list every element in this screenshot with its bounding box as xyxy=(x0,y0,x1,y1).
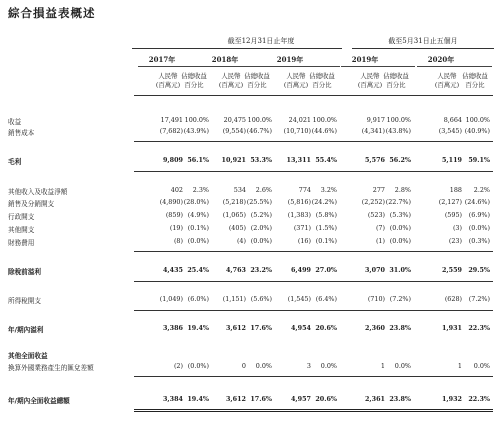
table-cell: 3,384 xyxy=(162,395,183,403)
table-cell: (0.0%) xyxy=(250,237,272,245)
table-cell: 402 xyxy=(170,186,183,194)
table-cell: (25.5%) xyxy=(246,198,272,206)
table-cell: 2.8% xyxy=(394,186,411,194)
subtotal-rule xyxy=(339,281,416,282)
pct-column-header xyxy=(238,72,276,90)
year-header: 2020年 xyxy=(427,55,455,64)
table-cell: (7.2%) xyxy=(389,295,411,303)
table-cell: 100.0% xyxy=(247,116,272,124)
table-cell: (2.0%) xyxy=(250,224,272,232)
table-cell: 20.6% xyxy=(315,395,337,403)
period-group-header: 截至12月31日止年度 xyxy=(227,37,295,45)
table-cell: (1,545) xyxy=(287,295,311,303)
table-cell: 3,070 xyxy=(364,266,385,274)
subtotal-rule xyxy=(339,251,416,252)
table-cell: 29.5% xyxy=(468,266,490,274)
table-cell: 23.8% xyxy=(389,395,411,403)
table-cell: 2.3% xyxy=(192,186,209,194)
table-cell: 56.2% xyxy=(389,156,411,164)
table-cell: (5.3%) xyxy=(389,211,411,219)
table-cell: (0.1%) xyxy=(315,237,337,245)
table-cell: 2.6% xyxy=(255,186,272,194)
table-cell: 59.1% xyxy=(468,156,490,164)
table-cell: 56.1% xyxy=(187,156,209,164)
table-cell: (1,151) xyxy=(222,295,246,303)
table-cell: 19.4% xyxy=(187,324,209,332)
group-underline xyxy=(132,48,342,49)
table-cell: 3,612 xyxy=(225,324,246,332)
column-header-line: (百萬元) xyxy=(283,81,309,89)
column-header-line: 百分比 xyxy=(465,81,485,89)
table-cell: 20,475 xyxy=(223,116,246,124)
table-cell: (0.0%) xyxy=(389,224,411,232)
table-cell: 23.2% xyxy=(250,266,272,274)
subtotal-rule xyxy=(339,141,416,142)
table-cell: 8,664 xyxy=(443,116,462,124)
table-cell: 55.4% xyxy=(315,156,337,164)
table-cell: 1 xyxy=(457,362,462,370)
year-header: 2019年 xyxy=(351,55,379,64)
table-cell: 100.0% xyxy=(465,116,490,124)
column-header-line: 佔總收益 xyxy=(309,72,335,80)
subtotal-rule xyxy=(339,310,416,311)
table-cell: (22.7%) xyxy=(385,198,411,206)
table-cell: 5,119 xyxy=(441,156,462,164)
table-cell: 19.4% xyxy=(187,395,209,403)
table-cell: (0.0%) xyxy=(187,362,209,370)
pct-column-header xyxy=(175,72,213,90)
table-cell: (1,065) xyxy=(222,211,246,219)
table-cell: (4) xyxy=(236,237,246,245)
table-cell: (46.7%) xyxy=(246,127,272,135)
row-label: 銷售及分銷開支 xyxy=(8,200,55,208)
table-cell: 10,921 xyxy=(221,156,246,164)
table-cell: 24,021 xyxy=(288,116,311,124)
table-cell: 4,954 xyxy=(290,324,311,332)
period-group-header: 截至5月31日止五個月 xyxy=(388,37,458,45)
year-underline xyxy=(266,66,340,67)
table-cell: (595) xyxy=(444,211,462,219)
table-cell: 17.6% xyxy=(250,395,272,403)
column-header-line: 佔總收益 xyxy=(181,72,207,80)
header-rule xyxy=(262,95,341,96)
total-double-rule xyxy=(413,409,493,412)
table-cell: 100.0% xyxy=(184,116,209,124)
table-cell: 4,957 xyxy=(290,395,311,403)
column-header-line: 人民幣 xyxy=(360,72,380,80)
subtotal-rule xyxy=(262,281,341,282)
table-cell: (405) xyxy=(228,224,246,232)
table-cell: (16) xyxy=(297,237,311,245)
column-header-line: 人民幣 xyxy=(286,72,306,80)
table-cell: (8) xyxy=(173,237,183,245)
table-cell: (43.8%) xyxy=(385,127,411,135)
table-cell: 22.3% xyxy=(468,324,490,332)
group-underline xyxy=(352,48,494,49)
table-cell: (43.9%) xyxy=(183,127,209,135)
table-cell: 1,931 xyxy=(441,324,462,332)
subtotal-rule xyxy=(413,376,493,377)
table-cell: (371) xyxy=(293,224,311,232)
row-label: 所得稅開支 xyxy=(8,297,41,305)
column-header-line: (百萬元) xyxy=(155,81,181,89)
table-cell: 3,386 xyxy=(162,324,183,332)
total-double-rule xyxy=(262,409,341,412)
table-cell: (3) xyxy=(452,224,462,232)
table-cell: (7.2%) xyxy=(468,295,490,303)
column-header-line: (百萬元) xyxy=(357,81,383,89)
column-header-line: 佔總收益 xyxy=(462,72,488,80)
year-header: 2018年 xyxy=(211,55,239,64)
row-label: 其他全面收益 xyxy=(8,352,48,360)
pct-column-header xyxy=(456,72,494,90)
table-cell: (24.2%) xyxy=(311,198,337,206)
table-cell: 3.2% xyxy=(320,186,337,194)
row-label: 財務費用 xyxy=(8,239,35,247)
table-cell: 6,499 xyxy=(290,266,311,274)
table-cell: (5,218) xyxy=(222,198,246,206)
column-header-line: 百分比 xyxy=(247,81,267,89)
table-cell: 27.0% xyxy=(315,266,337,274)
table-cell: (9,554) xyxy=(222,127,246,135)
table-cell: 17,491 xyxy=(160,116,183,124)
column-header-line: 佔總收益 xyxy=(244,72,270,80)
table-cell: (0.0%) xyxy=(468,224,490,232)
table-cell: 0 xyxy=(241,362,246,370)
row-label: 行政開支 xyxy=(8,213,35,221)
year-header: 2017年 xyxy=(148,55,176,64)
table-cell: (0.1%) xyxy=(187,224,209,232)
row-label: 收益 xyxy=(8,118,22,126)
table-cell: 17.6% xyxy=(250,324,272,332)
table-cell: 2,559 xyxy=(441,266,462,274)
table-cell: 100.0% xyxy=(312,116,337,124)
row-label: 其他開支 xyxy=(8,226,35,234)
table-cell: (4,341) xyxy=(361,127,385,135)
table-cell: (44.6%) xyxy=(311,127,337,135)
page-title: 綜合損益表概述 xyxy=(8,6,96,20)
column-header-line: (百萬元) xyxy=(434,81,460,89)
subtotal-rule xyxy=(339,376,416,377)
table-cell: 22.3% xyxy=(468,395,490,403)
column-header-line: 佔總收益 xyxy=(383,72,409,80)
table-cell: 20.6% xyxy=(315,324,337,332)
table-cell: (0.0%) xyxy=(389,237,411,245)
table-cell: (5.2%) xyxy=(250,211,272,219)
table-cell: 3 xyxy=(306,362,311,370)
table-cell: 2,360 xyxy=(364,324,385,332)
year-underline xyxy=(201,66,276,67)
table-cell: (628) xyxy=(444,295,462,303)
table-cell: (6.0%) xyxy=(187,295,209,303)
table-cell: 5,576 xyxy=(364,156,385,164)
total-double-rule xyxy=(339,409,416,412)
pct-column-header xyxy=(303,72,341,90)
subtotal-rule xyxy=(413,141,493,142)
table-cell: (2) xyxy=(173,362,183,370)
table-cell: (0.3%) xyxy=(468,237,490,245)
table-cell: 0.0% xyxy=(255,362,272,370)
table-cell: 4,435 xyxy=(162,266,183,274)
column-header-line: 百分比 xyxy=(184,81,204,89)
subtotal-rule xyxy=(262,310,341,311)
table-cell: (7) xyxy=(375,224,385,232)
table-cell: 3,612 xyxy=(225,395,246,403)
column-header-line: 人民幣 xyxy=(221,72,241,80)
table-cell: (23) xyxy=(448,237,462,245)
table-cell: 2,361 xyxy=(364,395,385,403)
table-cell: 0.0% xyxy=(320,362,337,370)
header-rule xyxy=(413,95,493,96)
table-cell: (40.9%) xyxy=(464,127,490,135)
table-cell: 23.8% xyxy=(389,324,411,332)
subtotal-rule xyxy=(339,171,416,172)
table-cell: 2.2% xyxy=(473,186,490,194)
subtotal-rule xyxy=(262,251,341,252)
row-label: 年/期內溢利 xyxy=(8,326,44,334)
row-label: 毛利 xyxy=(8,158,22,166)
subtotal-rule xyxy=(413,281,493,282)
table-cell: 9,917 xyxy=(366,116,385,124)
table-cell: (1,049) xyxy=(159,295,183,303)
table-cell: (5.8%) xyxy=(315,211,337,219)
table-cell: (10,710) xyxy=(283,127,311,135)
table-cell: 31.0% xyxy=(389,266,411,274)
table-cell: 4,763 xyxy=(225,266,246,274)
table-cell: (523) xyxy=(367,211,385,219)
subtotal-rule xyxy=(262,171,341,172)
subtotal-rule xyxy=(413,310,493,311)
header-rule xyxy=(339,95,416,96)
table-cell: 534 xyxy=(233,186,246,194)
row-label: 其他收入及收益淨額 xyxy=(8,188,68,196)
table-cell: 9,809 xyxy=(162,156,183,164)
table-cell: 774 xyxy=(298,186,311,194)
table-cell: 0.0% xyxy=(473,362,490,370)
subtotal-rule xyxy=(262,141,341,142)
row-label: 換算外國業務產生的匯兌差額 xyxy=(8,364,94,372)
column-header-line: (百萬元) xyxy=(218,81,244,89)
table-cell: 0.0% xyxy=(394,362,411,370)
table-cell: (5.6%) xyxy=(250,295,272,303)
table-cell: (7,682) xyxy=(159,127,183,135)
table-cell: (5,816) xyxy=(287,198,311,206)
table-cell: (859) xyxy=(165,211,183,219)
subtotal-rule xyxy=(413,171,493,172)
table-cell: (710) xyxy=(367,295,385,303)
column-header-line: 人民幣 xyxy=(158,72,178,80)
table-cell: (1.5%) xyxy=(315,224,337,232)
table-cell: (6.9%) xyxy=(468,211,490,219)
table-cell: 277 xyxy=(372,186,385,194)
column-header-line: 人民幣 xyxy=(437,72,457,80)
year-underline xyxy=(417,66,492,67)
table-cell: 25.4% xyxy=(187,266,209,274)
table-cell: (1) xyxy=(375,237,385,245)
table-cell: 100.0% xyxy=(386,116,411,124)
table-cell: (19) xyxy=(169,224,183,232)
table-cell: 53.3% xyxy=(250,156,272,164)
table-cell: (1,383) xyxy=(287,211,311,219)
table-cell: 188 xyxy=(449,186,462,194)
subtotal-rule xyxy=(413,251,493,252)
table-cell: 13,311 xyxy=(286,156,311,164)
table-cell: (4.9%) xyxy=(187,211,209,219)
year-header: 2019年 xyxy=(276,55,304,64)
row-label: 年/期內全面收益總額 xyxy=(8,397,70,405)
year-underline xyxy=(341,66,415,67)
column-header-line: 百分比 xyxy=(312,81,332,89)
table-cell: (2,127) xyxy=(438,198,462,206)
table-cell: 1 xyxy=(380,362,385,370)
table-cell: (0.0%) xyxy=(187,237,209,245)
pct-column-header xyxy=(377,72,415,90)
table-cell: (2,252) xyxy=(361,198,385,206)
table-cell: (6.4%) xyxy=(315,295,337,303)
table-cell: (4,890) xyxy=(159,198,183,206)
column-header-line: 百分比 xyxy=(386,81,406,89)
table-cell: (3,545) xyxy=(438,127,462,135)
subtotal-rule xyxy=(262,376,341,377)
row-label: 除稅前溢利 xyxy=(8,268,41,276)
row-label: 銷售成本 xyxy=(8,129,35,137)
table-cell: (24.6%) xyxy=(464,198,490,206)
table-cell: (28.0%) xyxy=(183,198,209,206)
table-cell: 1,932 xyxy=(441,395,462,403)
